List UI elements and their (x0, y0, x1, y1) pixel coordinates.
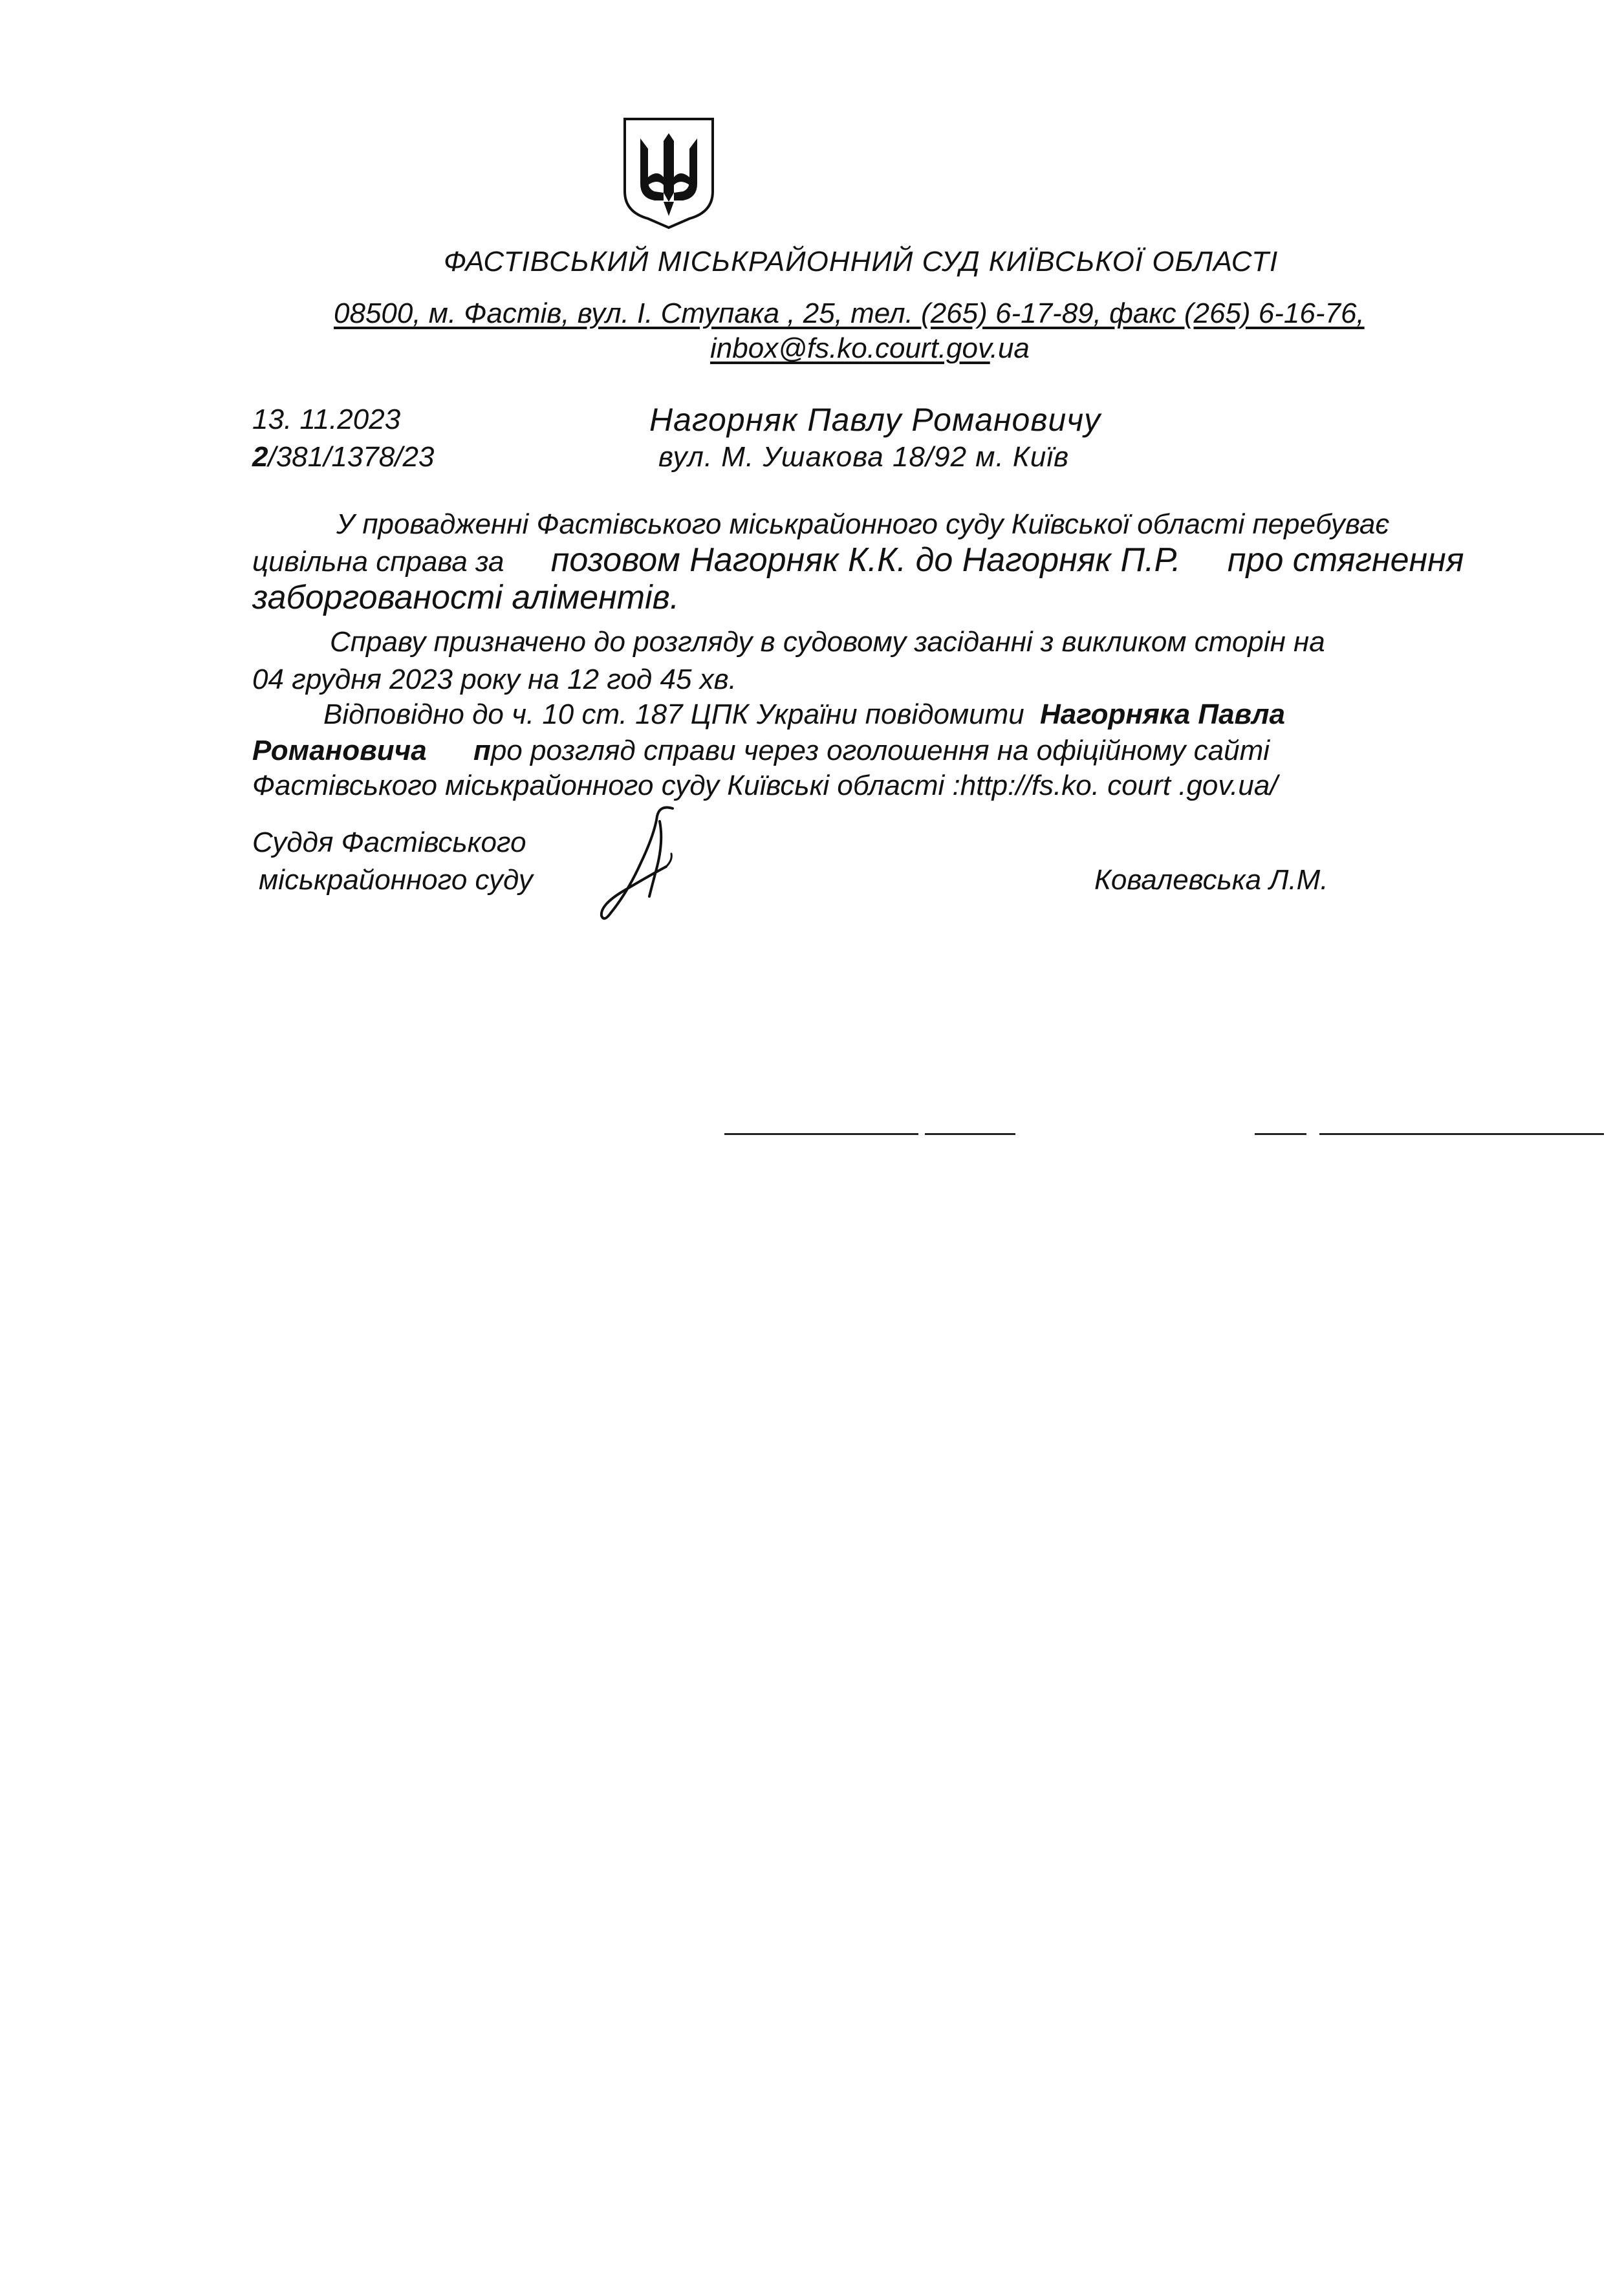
scan-artifact-line (724, 1133, 918, 1135)
defendant-name: Нагорняка Павла (1040, 698, 1285, 730)
case-reference-prefix: 2 (252, 441, 268, 473)
body-line: заборгованості аліментів. (252, 579, 680, 616)
court-email-suffix: .ua (990, 332, 1030, 364)
coat-of-arms-icon (621, 115, 717, 230)
scan-artifact-line (1255, 1133, 1306, 1135)
judge-title-line1: Суддя Фастівського (252, 827, 526, 858)
claim-parties: позовом Нагорняк К.К. до Нагорняк П.Р. (550, 541, 1181, 579)
court-email-link[interactable]: inbox@fs.ko.court.gov (710, 332, 990, 364)
handwritten-signature (595, 802, 692, 925)
judge-title-line2: міськрайонного суду (259, 864, 533, 896)
recipient-name: Нагорняк Павлу Романовичу (649, 402, 1101, 438)
case-reference-number: /381/1378/23 (268, 441, 435, 473)
body-line (323, 698, 1285, 731)
hearing-date: 04 грудня 2023 року на 12 год 45 хв. (252, 664, 737, 695)
court-address: 08500, м. Фастів, вул. І. Ступака , 25, тел. (265) 6-17-89, факс (265) 6-16-76, (334, 298, 1365, 329)
body-text-segment: ро розгляд справи через оголошення на офіційному сайті (490, 735, 1270, 766)
recipient-address: вул. М. Ушакова 18/92 м. Київ (658, 441, 1070, 473)
body-line: У провадженні Фастівського міськрайонного суду Київської області перебуває (336, 508, 1390, 540)
claim-subject: про стягнення (1227, 541, 1464, 579)
scan-artifact-line (1319, 1133, 1604, 1135)
court-name: ФАСТІВСЬКИЙ МІСЬКРАЙОННИЙ СУД КИЇВСЬКОЇ ОБЛАСТІ (444, 246, 1279, 277)
body-line (252, 735, 1270, 767)
body-line: Справу призначено до розгляду в судовому засіданні з викликом сторін на (330, 626, 1325, 658)
body-text-segment: цивільна справа за (252, 546, 504, 578)
document-date: 13. 11.2023 (252, 404, 401, 435)
scan-artifact-line (925, 1133, 1015, 1135)
defendant-patronymic: Романовича (252, 735, 427, 766)
judge-name: Ковалевська Л.М. (1094, 864, 1328, 896)
body-text-segment: п (473, 735, 491, 766)
body-line (252, 541, 1464, 579)
court-email-line (710, 332, 1030, 365)
court-website-line: Фастівського міськрайонного суду Київські області :http://fs.ko. court .gov.ua/ (252, 770, 1278, 801)
case-reference (252, 441, 434, 473)
body-text-segment: Відповідно до ч. 10 ст. 187 ЦПК України повідомити (323, 698, 1024, 730)
